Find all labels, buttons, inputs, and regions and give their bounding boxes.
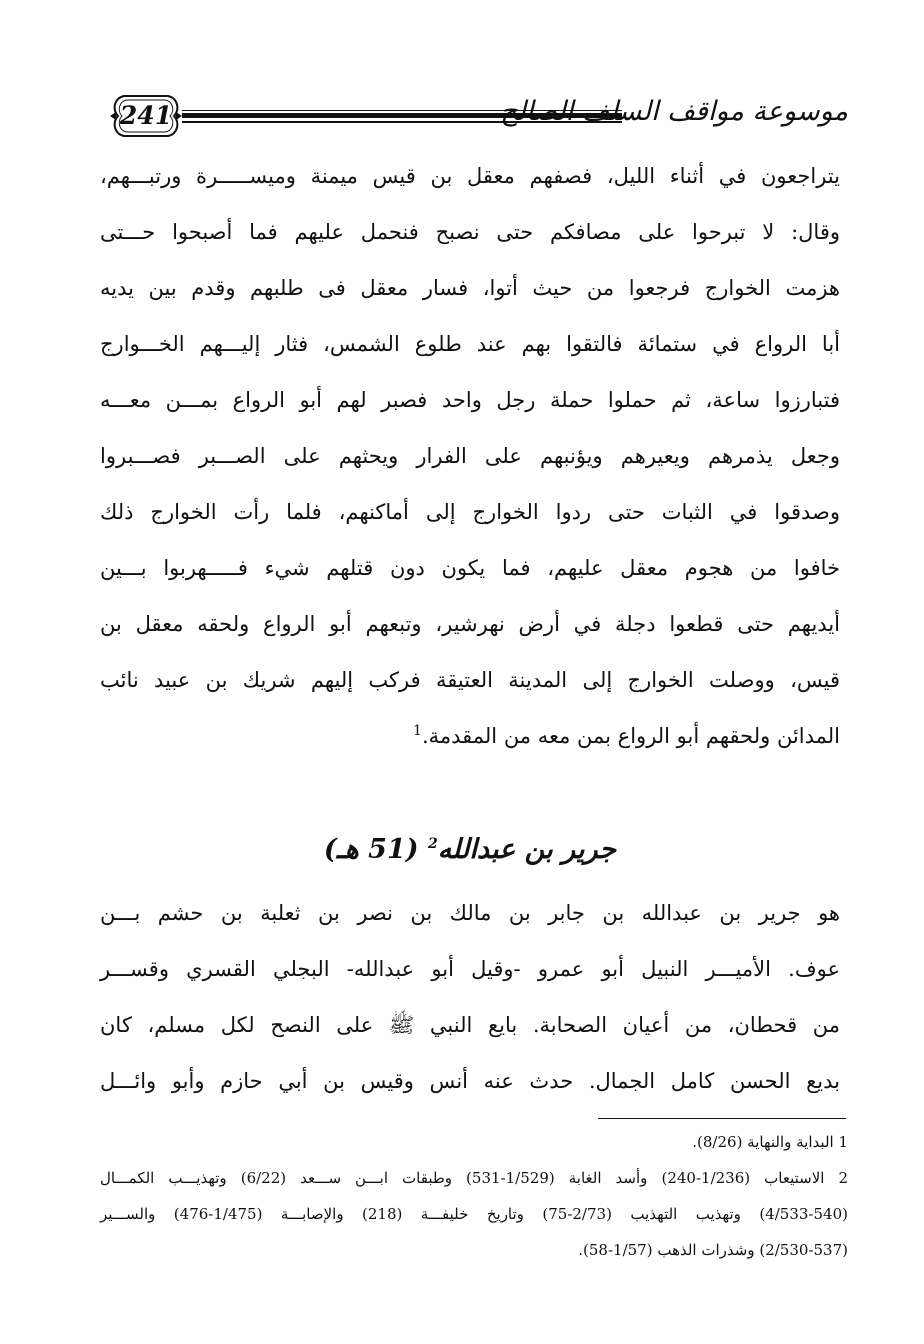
text-line: بديع الحسن كامل الجمال. حدث عنه أنس وقيس بن أبي حازم وأبو وائـــل [100,1069,840,1093]
section-heading [100,822,840,878]
text-line: وجعل يذمرهم ويعيرهم ويؤنبهم على الفرار ويحثهم على الصـــبر فصـــبروا [100,444,840,468]
section-title: جرير بن عبدالله [437,834,617,865]
text-line-content: المدائن ولحقهم أبو الرواع بمن معه من المقدمة. [421,724,840,748]
footnote-2-line: 2 الاستيعاب (1/236-240) وأسد الغابة (1/529-531) وطبقات ابـــن ســـعد (6/22) وتهذيـــب الكمـــال [100,1169,849,1187]
text-line [100,708,840,764]
text-line: وصدقوا في الثبات حتى ردوا الخوارج إلى أماكنهم، فلما رأت الخوارج ذلك [100,500,840,524]
footnote-ref: 1 [413,723,422,739]
series-title: موسوعة مواقف السلف الصالح [500,96,848,127]
text-line: خافوا من هجوم معقل عليهم، فما يكون دون قتلهم شيء فـــــهربوا بـــين [100,556,840,580]
footnote-separator [598,1118,846,1119]
footnotes [100,1124,848,1268]
text-line: هو جرير بن عبدالله بن جابر بن مالك بن نصر بن ثعلبة بن حشم بـــن [100,901,840,925]
text-line: أيديهم حتى قطعوا دجلة في أرض نهرشير، وتبعهم أبو الرواع ولحقه معقل بن [100,612,840,636]
page-number-badge [108,90,184,142]
footnote-2-line: (2/530-537) وشذرات الذهب (1/57-58). [578,1241,848,1259]
body-paragraph-2 [100,885,840,1109]
footnote-2-line: (4/533-540) وتهذيب التهذيب (2/73-75) وتاريخ خليفـــة (218) والإصابـــة (1/475-476) والســـير [100,1205,848,1223]
section-year: (51 هـ) [323,834,419,865]
body-paragraph-1 [100,148,840,764]
text-line: هزمت الخوارج فرجعوا من حيث أتوا، فسار معقل فى طلبهم وقدم بين يديه [100,276,840,300]
page-number: 241 [119,101,173,130]
text-line: فتبارزوا ساعة، ثم حملوا حملة رجل واحد فصبر لهم أبو الرواع بمـــن معـــه [100,388,840,412]
page-header [108,86,848,150]
text-line: قيس، ووصلت الخوارج إلى المدينة العتيقة فركب إليهم شريك بن عبيد نائب [100,668,840,692]
text-line: من قحطان، من أعيان الصحابة. بايع النبي ﷺ على النصح لكل مسلم، كان [100,1013,840,1037]
text-line: يتراجعون في أثناء الليل، فصفهم معقل بن قيس ميمنة وميســـــرة ورتبـــهم، [100,164,840,188]
text-line: عوف. الأميـــر النبيل أبو عمرو -وقيل أبو عبدالله- البجلي القسري وقســـر [100,957,840,981]
text-line: أبا الرواع في ستمائة فالتقوا بهم عند طلوع الشمس، فثار إليـــهم الخـــوارج [100,332,840,356]
footnote-1: 1 البداية والنهاية (8/26). [692,1133,848,1151]
text-line: وقال: لا تبرحوا على مصافكم حتى نصبح فنحمل عليهم فما أصبحوا حـــتى [100,220,840,244]
footnote-ref: 2 [427,836,438,852]
